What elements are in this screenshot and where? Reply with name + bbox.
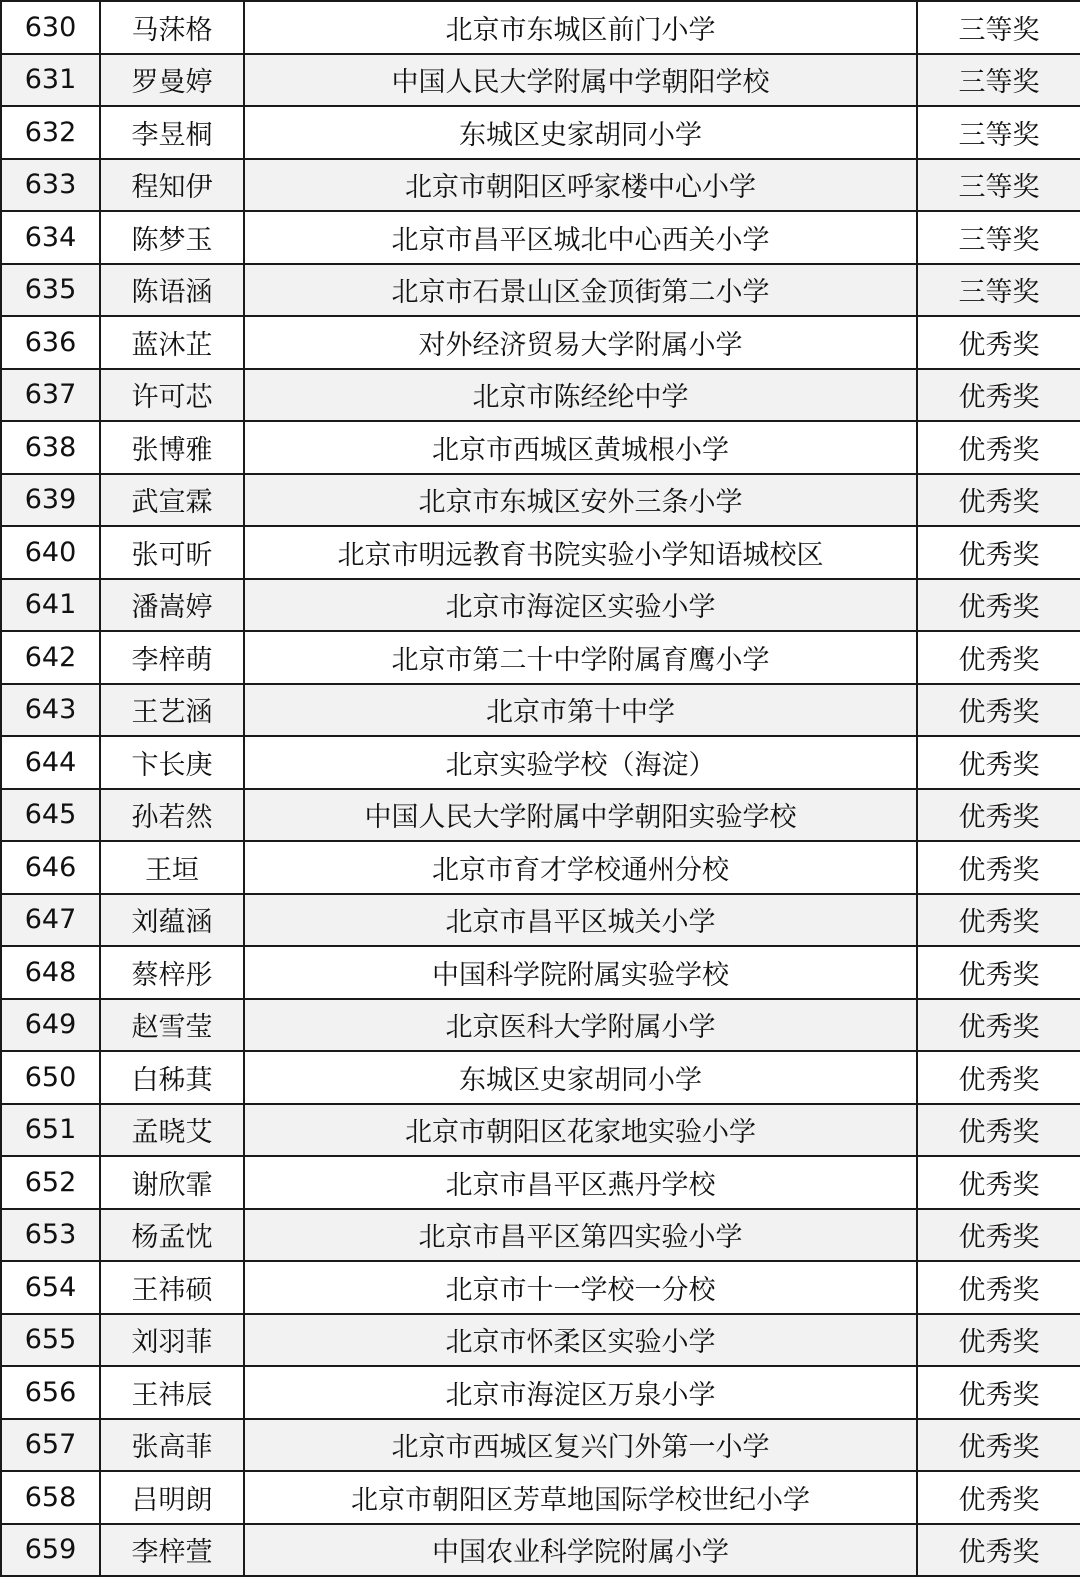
row-number-cell: 637 (1, 369, 100, 422)
school-name-cell: 北京市东城区安外三条小学 (244, 474, 917, 527)
school-name-cell: 中国农业科学院附属小学 (244, 1524, 917, 1577)
award-level-cell: 优秀奖 (917, 316, 1080, 369)
award-level-cell: 优秀奖 (917, 946, 1080, 999)
row-number-cell: 652 (1, 1156, 100, 1209)
award-level-cell: 优秀奖 (917, 1209, 1080, 1262)
student-name-cell: 蔡梓彤 (100, 946, 244, 999)
award-level-cell: 优秀奖 (917, 684, 1080, 737)
student-name-cell: 张可昕 (100, 526, 244, 579)
student-name-cell: 李昱桐 (100, 106, 244, 159)
student-name-cell: 王垣 (100, 841, 244, 894)
school-name-cell: 北京市东城区前门小学 (244, 1, 917, 54)
school-name-cell: 北京市昌平区燕丹学校 (244, 1156, 917, 1209)
award-level-cell: 优秀奖 (917, 894, 1080, 947)
school-name-cell: 北京市西城区复兴门外第一小学 (244, 1419, 917, 1472)
school-name-cell: 北京市陈经纶中学 (244, 369, 917, 422)
award-level-cell: 三等奖 (917, 264, 1080, 317)
row-number-cell: 647 (1, 894, 100, 947)
student-name-cell: 蓝沐芷 (100, 316, 244, 369)
school-name-cell: 中国科学院附属实验学校 (244, 946, 917, 999)
student-name-cell: 罗曼婷 (100, 54, 244, 107)
table-row (1, 106, 1080, 159)
row-number-cell: 644 (1, 736, 100, 789)
table-row (1, 841, 1080, 894)
student-name-cell: 张博雅 (100, 421, 244, 474)
award-level-cell: 优秀奖 (917, 841, 1080, 894)
row-number-cell: 645 (1, 789, 100, 842)
table-row (1, 369, 1080, 422)
table-row (1, 946, 1080, 999)
student-name-cell: 孟晓艾 (100, 1104, 244, 1157)
student-name-cell: 赵雪莹 (100, 999, 244, 1052)
student-name-cell: 马莯格 (100, 1, 244, 54)
row-number-cell: 631 (1, 54, 100, 107)
student-name-cell: 王祎硕 (100, 1261, 244, 1314)
student-name-cell: 卞长庚 (100, 736, 244, 789)
school-name-cell: 东城区史家胡同小学 (244, 1051, 917, 1104)
row-number-cell: 635 (1, 264, 100, 317)
student-name-cell: 张高菲 (100, 1419, 244, 1472)
table-row (1, 1051, 1080, 1104)
row-number-cell: 642 (1, 631, 100, 684)
table-row (1, 684, 1080, 737)
table-row (1, 211, 1080, 264)
student-name-cell: 孙若然 (100, 789, 244, 842)
school-name-cell: 北京市昌平区城北中心西关小学 (244, 211, 917, 264)
student-name-cell: 陈梦玉 (100, 211, 244, 264)
school-name-cell: 北京市石景山区金顶街第二小学 (244, 264, 917, 317)
table-row (1, 54, 1080, 107)
award-level-cell: 三等奖 (917, 159, 1080, 212)
table-row (1, 894, 1080, 947)
student-name-cell: 李梓萌 (100, 631, 244, 684)
award-level-cell: 优秀奖 (917, 421, 1080, 474)
student-name-cell: 刘蕴涵 (100, 894, 244, 947)
school-name-cell: 北京市昌平区第四实验小学 (244, 1209, 917, 1262)
row-number-cell: 654 (1, 1261, 100, 1314)
row-number-cell: 640 (1, 526, 100, 579)
student-name-cell: 陈语涵 (100, 264, 244, 317)
award-level-cell: 三等奖 (917, 211, 1080, 264)
table-row (1, 1524, 1080, 1577)
table-row (1, 789, 1080, 842)
student-name-cell: 白秭萁 (100, 1051, 244, 1104)
student-name-cell: 潘嵩婷 (100, 579, 244, 632)
award-level-cell: 优秀奖 (917, 1524, 1080, 1577)
row-number-cell: 630 (1, 1, 100, 54)
school-name-cell: 北京市怀柔区实验小学 (244, 1314, 917, 1367)
table-row (1, 1471, 1080, 1524)
row-number-cell: 653 (1, 1209, 100, 1262)
award-level-cell: 优秀奖 (917, 1314, 1080, 1367)
row-number-cell: 655 (1, 1314, 100, 1367)
table-row (1, 1104, 1080, 1157)
table-row (1, 421, 1080, 474)
student-name-cell: 许可芯 (100, 369, 244, 422)
school-name-cell: 北京市第十中学 (244, 684, 917, 737)
student-name-cell: 谢欣霏 (100, 1156, 244, 1209)
table-row (1, 1261, 1080, 1314)
row-number-cell: 659 (1, 1524, 100, 1577)
student-name-cell: 刘羽菲 (100, 1314, 244, 1367)
table-row (1, 999, 1080, 1052)
award-level-cell: 优秀奖 (917, 1366, 1080, 1419)
row-number-cell: 632 (1, 106, 100, 159)
table-row (1, 316, 1080, 369)
student-name-cell: 王艺涵 (100, 684, 244, 737)
school-name-cell: 北京市海淀区实验小学 (244, 579, 917, 632)
school-name-cell: 北京市昌平区城关小学 (244, 894, 917, 947)
student-name-cell: 程知伊 (100, 159, 244, 212)
award-level-cell: 三等奖 (917, 54, 1080, 107)
school-name-cell: 中国人民大学附属中学朝阳学校 (244, 54, 917, 107)
row-number-cell: 634 (1, 211, 100, 264)
row-number-cell: 651 (1, 1104, 100, 1157)
table-row (1, 736, 1080, 789)
row-number-cell: 639 (1, 474, 100, 527)
table-row (1, 1366, 1080, 1419)
school-name-cell: 北京实验学校（海淀） (244, 736, 917, 789)
row-number-cell: 656 (1, 1366, 100, 1419)
row-number-cell: 646 (1, 841, 100, 894)
school-name-cell: 北京市明远教育书院实验小学知语城校区 (244, 526, 917, 579)
award-level-cell: 优秀奖 (917, 736, 1080, 789)
school-name-cell: 北京市朝阳区花家地实验小学 (244, 1104, 917, 1157)
table-row (1, 1314, 1080, 1367)
student-name-cell: 杨孟忱 (100, 1209, 244, 1262)
school-name-cell: 东城区史家胡同小学 (244, 106, 917, 159)
school-name-cell: 对外经济贸易大学附属小学 (244, 316, 917, 369)
row-number-cell: 658 (1, 1471, 100, 1524)
award-level-cell: 三等奖 (917, 1, 1080, 54)
school-name-cell: 北京市十一学校一分校 (244, 1261, 917, 1314)
student-name-cell: 李梓萱 (100, 1524, 244, 1577)
row-number-cell: 648 (1, 946, 100, 999)
award-level-cell: 优秀奖 (917, 1051, 1080, 1104)
table-row (1, 526, 1080, 579)
award-level-cell: 优秀奖 (917, 631, 1080, 684)
award-table-body (1, 1, 1080, 1576)
table-row (1, 159, 1080, 212)
table-row (1, 1209, 1080, 1262)
school-name-cell: 北京市朝阳区芳草地国际学校世纪小学 (244, 1471, 917, 1524)
school-name-cell: 北京市西城区黄城根小学 (244, 421, 917, 474)
school-name-cell: 中国人民大学附属中学朝阳实验学校 (244, 789, 917, 842)
school-name-cell: 北京医科大学附属小学 (244, 999, 917, 1052)
row-number-cell: 643 (1, 684, 100, 737)
student-name-cell: 吕明朗 (100, 1471, 244, 1524)
award-level-cell: 优秀奖 (917, 1261, 1080, 1314)
school-name-cell: 北京市朝阳区呼家楼中心小学 (244, 159, 917, 212)
student-name-cell: 武宣霖 (100, 474, 244, 527)
table-row (1, 1419, 1080, 1472)
row-number-cell: 650 (1, 1051, 100, 1104)
award-level-cell: 优秀奖 (917, 474, 1080, 527)
school-name-cell: 北京市海淀区万泉小学 (244, 1366, 917, 1419)
award-level-cell: 优秀奖 (917, 789, 1080, 842)
award-level-cell: 三等奖 (917, 106, 1080, 159)
table-row (1, 631, 1080, 684)
award-level-cell: 优秀奖 (917, 1156, 1080, 1209)
table-row (1, 264, 1080, 317)
school-name-cell: 北京市第二十中学附属育鹰小学 (244, 631, 917, 684)
table-row (1, 474, 1080, 527)
row-number-cell: 657 (1, 1419, 100, 1472)
row-number-cell: 649 (1, 999, 100, 1052)
row-number-cell: 641 (1, 579, 100, 632)
award-level-cell: 优秀奖 (917, 369, 1080, 422)
award-level-cell: 优秀奖 (917, 999, 1080, 1052)
award-level-cell: 优秀奖 (917, 1471, 1080, 1524)
table-row (1, 1156, 1080, 1209)
student-name-cell: 王祎辰 (100, 1366, 244, 1419)
award-level-cell: 优秀奖 (917, 1419, 1080, 1472)
award-level-cell: 优秀奖 (917, 579, 1080, 632)
table-row (1, 579, 1080, 632)
row-number-cell: 638 (1, 421, 100, 474)
award-level-cell: 优秀奖 (917, 1104, 1080, 1157)
row-number-cell: 636 (1, 316, 100, 369)
school-name-cell: 北京市育才学校通州分校 (244, 841, 917, 894)
award-level-cell: 优秀奖 (917, 526, 1080, 579)
row-number-cell: 633 (1, 159, 100, 212)
table-row (1, 1, 1080, 54)
